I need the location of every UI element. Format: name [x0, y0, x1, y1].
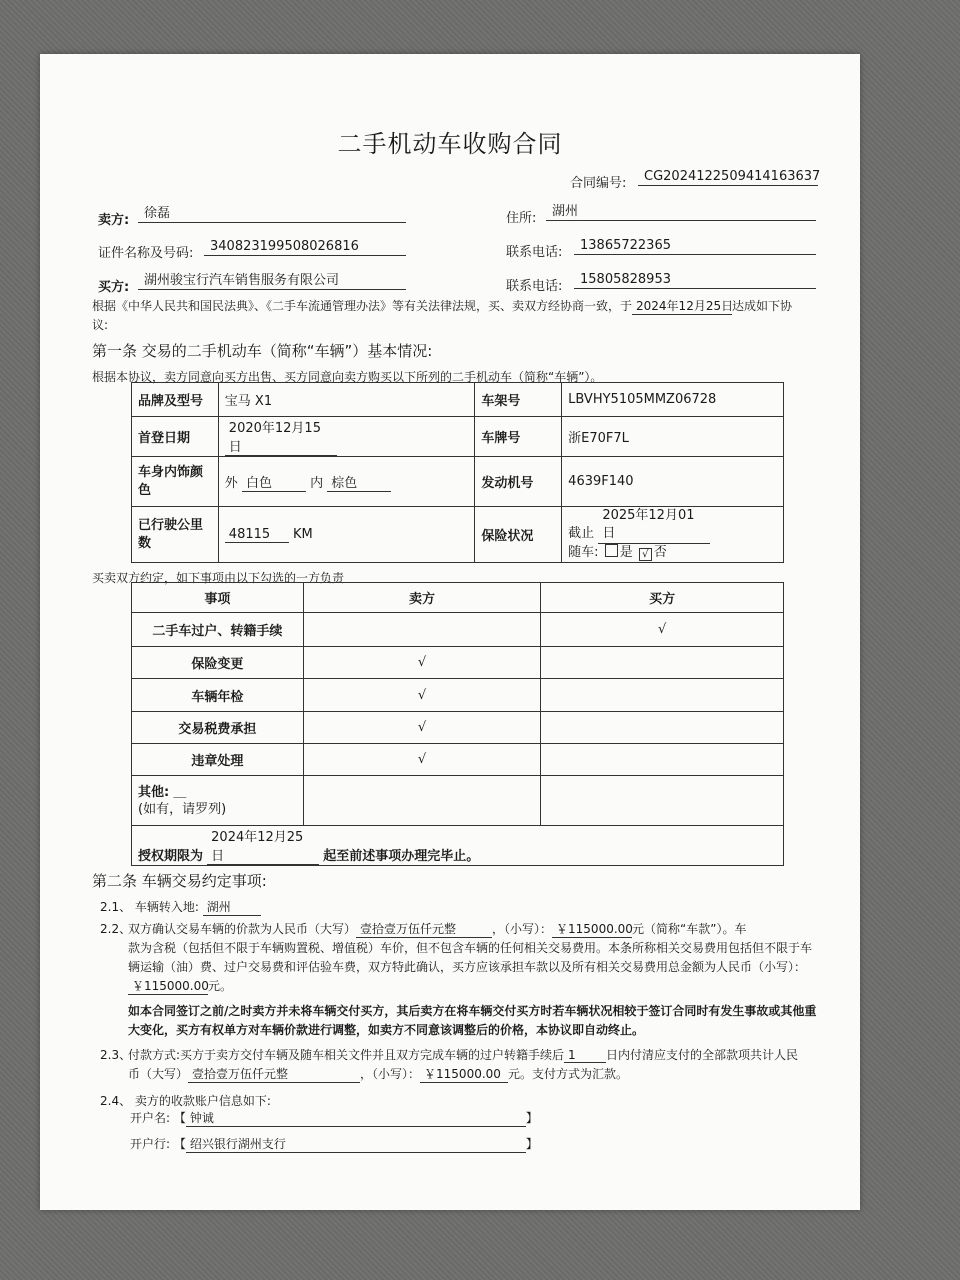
engine-value: 4639F140: [562, 457, 784, 507]
mileage-cell: 48115 KM: [218, 507, 475, 563]
insurance-date: 2025年12月01日: [598, 507, 710, 544]
row-buyer-mark: [541, 679, 784, 712]
row-buyer-mark: [541, 744, 784, 776]
mileage-label: 已行驶公里数: [132, 507, 219, 563]
address-label: 住所:: [506, 211, 537, 226]
row-item: 违章处理: [132, 744, 304, 776]
header-item: 事项: [132, 583, 304, 613]
reg-label: 首登日期: [132, 417, 219, 457]
bank-line: 开户行: 【 绍兴银行湖州支行 】: [130, 1137, 538, 1151]
mileage-value: 48115: [225, 527, 289, 543]
seller-phone-label: 联系电话:: [506, 245, 563, 260]
contract-no-value: CG2024122509414163637: [638, 168, 818, 186]
buyer-label: 买方:: [98, 280, 130, 295]
clause-2-1: 2.1、 车辆转入地: 湖州: [100, 898, 261, 916]
payment-upper: 壹拾壹万伍仟元整: [188, 1065, 360, 1083]
engine-label: 发动机号: [475, 457, 562, 507]
agreement-date: 2024年12月25日: [632, 297, 732, 315]
row-buyer-mark: √: [541, 613, 784, 647]
row-item: 二手车过户、转籍手续: [132, 613, 304, 647]
buyer-phone-value: 15805828953: [574, 271, 816, 289]
clause-2-2-line4: ￥115000.00元。: [128, 977, 232, 995]
clause-2-2-line2: 款为含税（包括但不限于车辆购置税、增值税）车价，但不包含车辆的任何相关交易费用。本条所称相关交易费用包括但不限于车: [128, 941, 813, 955]
contract-page: [40, 54, 860, 1210]
insurance-no-checkbox: √: [639, 548, 652, 561]
row-seller-mark: [303, 613, 541, 647]
row-item: 车辆年检: [132, 679, 304, 712]
clause-2-3-no: 2.3、: [100, 1048, 132, 1062]
adjustment-note-1: 如本合同签订之前/之时卖方并未将车辆交付买方，其后卖方在将车辆交付买方时若车辆状况相较于签订合同时有发生事故或其他重: [128, 1004, 817, 1018]
reg-cell: [218, 417, 475, 457]
account-name-line: 开户名: 【 钟诚 】: [130, 1111, 538, 1125]
buyer-name: 湖州骏宝行汽车销售服务有限公司: [138, 272, 406, 290]
id-label: 证件名称及号码:: [98, 246, 194, 261]
authorization-cell: 授权期限为 2024年12月25日 起至前述事项办理完毕止。: [132, 826, 784, 866]
account-name-value: 钟诚: [186, 1109, 526, 1127]
clause-2-4: 2.4、 卖方的收款账户信息如下:: [100, 1094, 271, 1108]
total-amount: ￥115000.00: [128, 977, 208, 995]
insurance-yes-checkbox: [605, 544, 618, 557]
clause-2-3-line1: 付款方式:买方于卖方交付车辆及随车相关文件并且双方完成车辆的过户转籍手续后 1 日内付清应支付的全部款项共计人民: [128, 1048, 799, 1062]
destination-value: 湖州: [203, 898, 261, 916]
insurance-cell: 截止 2025年12月01日 随车: 是 √ 否: [562, 507, 784, 563]
buyer-phone-label: 联系电话:: [506, 279, 563, 294]
seller-label: 卖方:: [98, 213, 130, 228]
responsibility-table: [131, 582, 784, 866]
vin-value: LBVHY5105MMZ06728: [562, 383, 784, 417]
clause-2-2-line3: 辆运输（油）费、过户交易费和评估验车费，双方特此确认，买方应该承担车款以及所有相关交易费用总金额为人民币（小写）：: [128, 960, 807, 974]
row-seller-mark: √: [303, 679, 541, 712]
seller-phone-value: 13865722365: [574, 237, 816, 255]
bank-value: 绍兴银行湖州支行: [186, 1135, 526, 1153]
plate-value: 浙E70F7L: [562, 417, 784, 457]
brand-label: 品牌及型号: [132, 383, 219, 417]
reg-value: 2020年12月15日: [225, 417, 337, 456]
header-buyer: 买方: [541, 583, 784, 613]
other-seller: [303, 776, 541, 826]
article-2-title: 第二条 车辆交易约定事项:: [92, 872, 267, 890]
article-1-title: 第一条 交易的二手机动车（简称“车辆”）基本情况:: [92, 342, 433, 360]
intro-text: 根据《中华人民共和国民法典》、《二手车流通管理办法》等有关法律法规，买、卖双方经协商一致，于 2024年12月25日达成如下协: [92, 299, 793, 313]
brand-value: 宝马 X1: [218, 383, 475, 417]
vehicle-table: [131, 382, 784, 563]
row-buyer-mark: [541, 712, 784, 744]
plate-label: 车牌号: [475, 417, 562, 457]
exterior-color: 白色: [242, 472, 306, 492]
article-1-desc: 根据本协议，卖方同意向买方出售、买方同意向卖方购买以下所列的二手机动车（简称“车辆”）。: [92, 370, 603, 384]
color-label: 车身内饰颜色: [132, 457, 219, 507]
insurance-label: 保险状况: [475, 507, 562, 563]
intro-text-cont: 议:: [92, 318, 109, 332]
price-upper: 壹拾壹万伍仟元整: [356, 920, 492, 938]
row-buyer-mark: [541, 647, 784, 679]
row-item: 交易税费承担: [132, 712, 304, 744]
seller-name: 徐磊: [138, 205, 406, 223]
row-seller-mark: √: [303, 647, 541, 679]
clause-2-2-no: 2.2、: [100, 922, 132, 936]
authorization-date: 2024年12月25日: [207, 826, 319, 865]
price-lower: ￥115000.00: [552, 920, 632, 938]
id-value: 340823199508026816: [204, 238, 406, 256]
other-buyer: [541, 776, 784, 826]
clause-2-3-line2: 币（大写） 壹拾壹万伍仟元整 ，（小写）： ￥115000.00 元。支付方式为汇款。: [128, 1067, 629, 1081]
color-cell: 外 白色 内 棕色: [218, 457, 475, 507]
other-cell: 其他: ＿ (如有，请罗列): [132, 776, 304, 826]
header-seller: 卖方: [303, 583, 541, 613]
vin-label: 车架号: [475, 383, 562, 417]
responsibility-intro: 买卖双方约定，如下事项由以下勾选的一方负责: [92, 571, 345, 585]
address-value: 湖州: [546, 203, 816, 221]
row-item: 保险变更: [132, 647, 304, 679]
payment-days: 1: [564, 1048, 606, 1063]
interior-color: 棕色: [327, 472, 391, 492]
contract-no-label: 合同编号:: [570, 176, 627, 191]
row-seller-mark: √: [303, 744, 541, 776]
clause-2-2-line1: 双方确认交易车辆的价款为人民币（大写） 壹拾壹万伍仟元整 ，（小写）： ￥115000.00元（简称“车款”）。车: [128, 922, 747, 936]
row-seller-mark: √: [303, 712, 541, 744]
document-title: 二手机动车收购合同: [337, 130, 563, 158]
payment-lower: ￥115000.00: [420, 1065, 508, 1083]
adjustment-note-2: 大变化，买方有权单方对车辆价款进行调整，如卖方不同意该调整后的价格，本协议即自动终止。: [128, 1023, 645, 1037]
